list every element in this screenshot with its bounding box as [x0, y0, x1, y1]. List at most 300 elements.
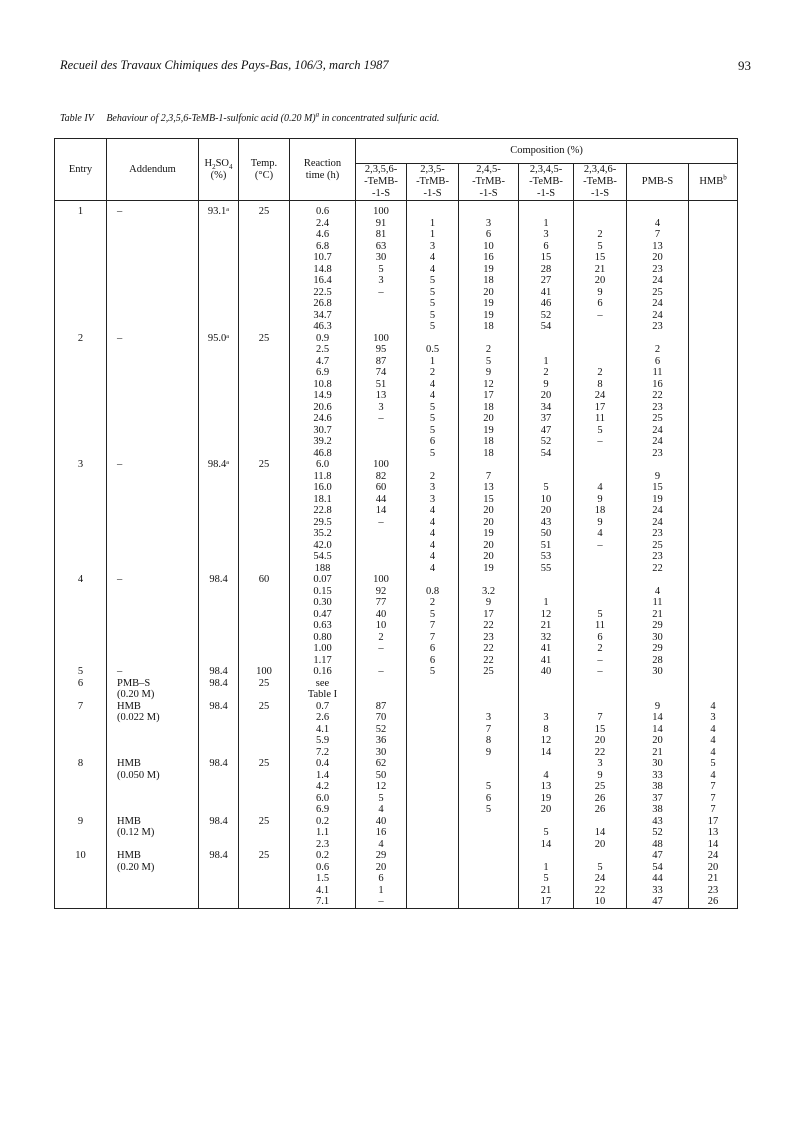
cell-addendum — [107, 287, 199, 299]
cell-entry — [55, 655, 107, 667]
cell-addendum — [107, 494, 199, 506]
cell-reaction-time: 24.6 — [290, 413, 356, 425]
cell-entry — [55, 448, 107, 460]
cell-temb-2345: 27 — [519, 275, 574, 287]
cell-addendum — [107, 413, 199, 425]
cell-h2so4 — [199, 252, 239, 264]
cell-pmb-s: 2 — [627, 344, 689, 356]
cell-temb-2345: 52 — [519, 436, 574, 448]
cell-temb-2356 — [356, 298, 407, 310]
cell-trmb-235: 6 — [407, 643, 459, 655]
cell-trmb-235 — [407, 781, 459, 793]
cell-addendum — [107, 402, 199, 414]
cell-pmb-s: 22 — [627, 563, 689, 575]
cell-temb-2356: 77 — [356, 597, 407, 609]
cell-temperature — [239, 436, 290, 448]
cell-pmb-s: 28 — [627, 655, 689, 667]
cell-pmb-s: 33 — [627, 770, 689, 782]
cell-addendum — [107, 747, 199, 759]
table-row — [55, 356, 738, 368]
cell-temb-2346: 20 — [574, 839, 627, 851]
cell-trmb-235: 5 — [407, 425, 459, 437]
cell-h2so4 — [199, 540, 239, 552]
cell-h2so4 — [199, 229, 239, 241]
cell-h2so4 — [199, 344, 239, 356]
cell-temperature — [239, 551, 290, 563]
cell-addendum: (0.20 M) — [107, 689, 199, 701]
cell-trmb-245: 22 — [459, 655, 519, 667]
cell-entry: 2 — [55, 333, 107, 345]
cell-entry — [55, 356, 107, 368]
cell-entry — [55, 321, 107, 333]
cell-trmb-235 — [407, 747, 459, 759]
cell-temb-2356: 6 — [356, 873, 407, 885]
cell-entry — [55, 310, 107, 322]
cell-reaction-time: 10.7 — [290, 252, 356, 264]
cell-trmb-235: 5 — [407, 298, 459, 310]
table-body — [55, 201, 738, 909]
cell-temb-2346: 15 — [574, 252, 627, 264]
cell-trmb-235: 5 — [407, 448, 459, 460]
cell-reaction-time: 46.8 — [290, 448, 356, 460]
cell-h2so4 — [199, 781, 239, 793]
cell-trmb-235: 3 — [407, 494, 459, 506]
cell-reaction-time: 0.47 — [290, 609, 356, 621]
cell-temb-2356: 52 — [356, 724, 407, 736]
cell-trmb-245: 2 — [459, 344, 519, 356]
cell-reaction-time: 0.4 — [290, 758, 356, 770]
cell-hmb — [689, 252, 738, 264]
cell-trmb-235 — [407, 839, 459, 851]
cell-h2so4: 98.4 — [199, 850, 239, 862]
cell-reaction-time: 1.1 — [290, 827, 356, 839]
cell-temb-2356: 29 — [356, 850, 407, 862]
cell-reaction-time: 11.8 — [290, 471, 356, 483]
table-row — [55, 367, 738, 379]
table-row — [55, 218, 738, 230]
table-row — [55, 321, 738, 333]
cell-addendum — [107, 321, 199, 333]
cell-hmb — [689, 655, 738, 667]
cell-pmb-s: 25 — [627, 287, 689, 299]
cell-temperature: 25 — [239, 758, 290, 770]
cell-hmb — [689, 666, 738, 678]
cell-trmb-235: 3 — [407, 241, 459, 253]
cell-temb-2345 — [519, 333, 574, 345]
cell-trmb-245: 17 — [459, 609, 519, 621]
cell-temb-2356: 14 — [356, 505, 407, 517]
cell-hmb — [689, 563, 738, 575]
cell-h2so4 — [199, 724, 239, 736]
cell-trmb-245: 19 — [459, 563, 519, 575]
cell-temb-2346: 4 — [574, 482, 627, 494]
table-row — [55, 827, 738, 839]
cell-pmb-s — [627, 689, 689, 701]
header-235-trmb-1-s: 2,3,5- -TrMB- -1-S — [407, 164, 459, 201]
cell-hmb — [689, 471, 738, 483]
cell-trmb-245: 15 — [459, 494, 519, 506]
cell-reaction-time: 188 — [290, 563, 356, 575]
cell-temb-2345: 21 — [519, 620, 574, 632]
cell-trmb-235: 4 — [407, 517, 459, 529]
cell-entry — [55, 712, 107, 724]
cell-pmb-s: 9 — [627, 701, 689, 713]
cell-reaction-time: 6.0 — [290, 793, 356, 805]
cell-temb-2356 — [356, 563, 407, 575]
cell-temb-2345: 51 — [519, 540, 574, 552]
cell-hmb: 13 — [689, 827, 738, 839]
cell-h2so4 — [199, 862, 239, 874]
cell-entry — [55, 689, 107, 701]
cell-pmb-s: 11 — [627, 367, 689, 379]
cell-addendum: – — [107, 333, 199, 345]
cell-trmb-235: 5 — [407, 275, 459, 287]
cell-trmb-245: 17 — [459, 390, 519, 402]
cell-temb-2356: 87 — [356, 701, 407, 713]
cell-pmb-s: 24 — [627, 275, 689, 287]
cell-entry — [55, 275, 107, 287]
cell-temb-2346: – — [574, 666, 627, 678]
cell-temb-2345: 1 — [519, 862, 574, 874]
cell-temperature — [239, 471, 290, 483]
cell-pmb-s: 22 — [627, 390, 689, 402]
cell-pmb-s: 30 — [627, 632, 689, 644]
cell-reaction-time: 4.6 — [290, 229, 356, 241]
cell-reaction-time: 30.7 — [290, 425, 356, 437]
cell-trmb-245: 9 — [459, 747, 519, 759]
cell-temb-2345: 8 — [519, 724, 574, 736]
cell-trmb-245 — [459, 885, 519, 897]
cell-temb-2346 — [574, 850, 627, 862]
cell-addendum — [107, 252, 199, 264]
cell-temb-2356: 91 — [356, 218, 407, 230]
cell-temb-2345 — [519, 678, 574, 690]
cell-hmb: 23 — [689, 885, 738, 897]
cell-hmb — [689, 609, 738, 621]
cell-entry — [55, 287, 107, 299]
cell-trmb-235: 4 — [407, 390, 459, 402]
cell-entry — [55, 517, 107, 529]
cell-trmb-235: 5 — [407, 413, 459, 425]
cell-pmb-s: 29 — [627, 643, 689, 655]
cell-temb-2346: 20 — [574, 735, 627, 747]
cell-trmb-235 — [407, 885, 459, 897]
cell-temperature: 25 — [239, 816, 290, 828]
cell-reaction-time: 1.5 — [290, 873, 356, 885]
cell-h2so4 — [199, 425, 239, 437]
cell-temb-2356 — [356, 448, 407, 460]
cell-trmb-245 — [459, 816, 519, 828]
cell-addendum — [107, 241, 199, 253]
cell-trmb-245: 20 — [459, 540, 519, 552]
table-row — [55, 459, 738, 471]
cell-temb-2346: – — [574, 436, 627, 448]
cell-pmb-s: 33 — [627, 885, 689, 897]
cell-addendum — [107, 310, 199, 322]
cell-temb-2345 — [519, 459, 574, 471]
header-pmb-s: PMB-S — [627, 164, 689, 201]
cell-addendum — [107, 367, 199, 379]
cell-addendum — [107, 436, 199, 448]
cell-temb-2356: 12 — [356, 781, 407, 793]
cell-temb-2346: 15 — [574, 724, 627, 736]
running-header — [60, 58, 751, 73]
cell-hmb — [689, 321, 738, 333]
cell-h2so4 — [199, 597, 239, 609]
cell-entry — [55, 505, 107, 517]
cell-reaction-time: 0.30 — [290, 597, 356, 609]
cell-entry — [55, 241, 107, 253]
cell-pmb-s: 23 — [627, 528, 689, 540]
cell-trmb-245: 20 — [459, 413, 519, 425]
cell-addendum — [107, 551, 199, 563]
cell-addendum: (0.20 M) — [107, 862, 199, 874]
cell-trmb-235 — [407, 896, 459, 908]
cell-entry — [55, 264, 107, 276]
cell-h2so4: 93.1ᵃ — [199, 201, 239, 218]
cell-hmb — [689, 632, 738, 644]
cell-h2so4 — [199, 241, 239, 253]
cell-entry — [55, 436, 107, 448]
cell-entry — [55, 367, 107, 379]
cell-temb-2356: 2 — [356, 632, 407, 644]
cell-temperature — [239, 770, 290, 782]
cell-reaction-time: 0.15 — [290, 586, 356, 598]
cell-addendum — [107, 839, 199, 851]
cell-pmb-s: 24 — [627, 425, 689, 437]
cell-pmb-s: 13 — [627, 241, 689, 253]
cell-temb-2345: 20 — [519, 505, 574, 517]
cell-temb-2346: 17 — [574, 402, 627, 414]
cell-entry — [55, 632, 107, 644]
cell-entry — [55, 471, 107, 483]
cell-temb-2346 — [574, 201, 627, 218]
cell-h2so4 — [199, 413, 239, 425]
cell-trmb-235: 4 — [407, 551, 459, 563]
cell-pmb-s: 24 — [627, 505, 689, 517]
header-hmb: HMB$^b$ — [689, 164, 738, 201]
cell-addendum — [107, 218, 199, 230]
cell-pmb-s: 23 — [627, 551, 689, 563]
cell-entry: 7 — [55, 701, 107, 713]
cell-entry — [55, 425, 107, 437]
cell-h2so4 — [199, 655, 239, 667]
cell-h2so4: 95.0ᵃ — [199, 333, 239, 345]
cell-temb-2346: 11 — [574, 620, 627, 632]
cell-temb-2356 — [356, 689, 407, 701]
cell-reaction-time: 1.17 — [290, 655, 356, 667]
cell-temperature — [239, 402, 290, 414]
cell-temperature: 25 — [239, 333, 290, 345]
cell-h2so4 — [199, 494, 239, 506]
journal-title: Recueil des Travaux Chimiques des Pays-Bas, 106/3, march 1987 — [60, 58, 389, 72]
cell-hmb: 20 — [689, 862, 738, 874]
cell-addendum — [107, 804, 199, 816]
data-table — [54, 138, 738, 909]
cell-temb-2346 — [574, 356, 627, 368]
cell-entry: 5 — [55, 666, 107, 678]
cell-entry — [55, 885, 107, 897]
data-table-container — [54, 138, 737, 909]
table-row — [55, 563, 738, 575]
cell-trmb-245: 19 — [459, 310, 519, 322]
cell-temb-2356: 5 — [356, 264, 407, 276]
cell-h2so4 — [199, 632, 239, 644]
cell-temb-2345: 55 — [519, 563, 574, 575]
table-row — [55, 747, 738, 759]
cell-hmb — [689, 425, 738, 437]
header-reaction-time: Reaction time (h) — [290, 139, 356, 201]
cell-pmb-s: 30 — [627, 758, 689, 770]
cell-trmb-245 — [459, 333, 519, 345]
cell-trmb-245 — [459, 459, 519, 471]
cell-trmb-245: 18 — [459, 275, 519, 287]
cell-hmb — [689, 344, 738, 356]
cell-temperature: 25 — [239, 701, 290, 713]
header-h2so4: $H_2SO_4$ (%) — [199, 139, 239, 201]
cell-trmb-235: 4 — [407, 540, 459, 552]
table-row — [55, 252, 738, 264]
table-row — [55, 379, 738, 391]
cell-entry: 4 — [55, 574, 107, 586]
cell-entry — [55, 735, 107, 747]
cell-temb-2356: 20 — [356, 862, 407, 874]
table-row — [55, 666, 738, 678]
cell-temperature — [239, 413, 290, 425]
cell-temb-2356: – — [356, 666, 407, 678]
cell-h2so4 — [199, 643, 239, 655]
table-row — [55, 287, 738, 299]
cell-reaction-time: 4.2 — [290, 781, 356, 793]
cell-temb-2356: 63 — [356, 241, 407, 253]
table-title: Behaviour of 2,3,5,6-TeMB-1-sulfonic acid (0.20 M) — [106, 113, 316, 124]
table-row — [55, 298, 738, 310]
cell-addendum — [107, 379, 199, 391]
cell-entry — [55, 747, 107, 759]
cell-temb-2346: 6 — [574, 298, 627, 310]
table-title-end: in concentrated sulfuric acid. — [319, 113, 440, 124]
cell-trmb-235 — [407, 873, 459, 885]
cell-temb-2356: 36 — [356, 735, 407, 747]
cell-temb-2345: 54 — [519, 448, 574, 460]
cell-entry — [55, 563, 107, 575]
table-row — [55, 758, 738, 770]
cell-pmb-s: 21 — [627, 747, 689, 759]
cell-reaction-time: 0.9 — [290, 333, 356, 345]
table-label: Table IV — [60, 113, 94, 124]
cell-temperature — [239, 862, 290, 874]
cell-temb-2345: 41 — [519, 655, 574, 667]
cell-trmb-245 — [459, 689, 519, 701]
cell-hmb — [689, 517, 738, 529]
cell-entry — [55, 390, 107, 402]
cell-temb-2356: 50 — [356, 770, 407, 782]
cell-temperature: 60 — [239, 574, 290, 586]
cell-entry — [55, 770, 107, 782]
cell-temb-2345 — [519, 758, 574, 770]
cell-temb-2346: 7 — [574, 712, 627, 724]
cell-hmb — [689, 436, 738, 448]
header-temperature: Temp. (°C) — [239, 139, 290, 201]
cell-temb-2346: 26 — [574, 793, 627, 805]
cell-reaction-time: 2.4 — [290, 218, 356, 230]
cell-h2so4 — [199, 885, 239, 897]
cell-reaction-time: 5.9 — [290, 735, 356, 747]
cell-addendum — [107, 356, 199, 368]
table-row — [55, 540, 738, 552]
cell-hmb — [689, 201, 738, 218]
table-row — [55, 597, 738, 609]
cell-temb-2345: 3 — [519, 712, 574, 724]
cell-pmb-s: 48 — [627, 839, 689, 851]
cell-entry: 8 — [55, 758, 107, 770]
cell-trmb-235: 5 — [407, 402, 459, 414]
cell-h2so4 — [199, 712, 239, 724]
cell-h2so4 — [199, 551, 239, 563]
table-row — [55, 344, 738, 356]
table-row — [55, 517, 738, 529]
cell-hmb: 4 — [689, 747, 738, 759]
table-row — [55, 781, 738, 793]
cell-trmb-245: 22 — [459, 643, 519, 655]
cell-h2so4 — [199, 735, 239, 747]
cell-pmb-s: 23 — [627, 448, 689, 460]
table-row — [55, 724, 738, 736]
cell-temperature — [239, 735, 290, 747]
cell-hmb — [689, 298, 738, 310]
cell-temb-2345 — [519, 574, 574, 586]
cell-trmb-245: 9 — [459, 367, 519, 379]
cell-addendum — [107, 643, 199, 655]
cell-h2so4 — [199, 356, 239, 368]
cell-temb-2345 — [519, 344, 574, 356]
cell-trmb-245: 19 — [459, 528, 519, 540]
cell-reaction-time: 16.0 — [290, 482, 356, 494]
header-2356-temb-1-s: 2,3,5,6- -TeMB- -1-S — [356, 164, 407, 201]
cell-pmb-s: 44 — [627, 873, 689, 885]
cell-hmb: 14 — [689, 839, 738, 851]
cell-reaction-time: 1.00 — [290, 643, 356, 655]
cell-entry: 10 — [55, 850, 107, 862]
cell-pmb-s: 47 — [627, 896, 689, 908]
cell-temperature — [239, 643, 290, 655]
cell-addendum: HMB — [107, 850, 199, 862]
cell-temb-2346: 9 — [574, 517, 627, 529]
cell-entry — [55, 413, 107, 425]
table-row — [55, 609, 738, 621]
cell-trmb-245: 5 — [459, 781, 519, 793]
cell-trmb-235 — [407, 701, 459, 713]
cell-temb-2345: 37 — [519, 413, 574, 425]
cell-trmb-245: 10 — [459, 241, 519, 253]
cell-reaction-time: 0.6 — [290, 862, 356, 874]
cell-temb-2356: 92 — [356, 586, 407, 598]
table-row — [55, 873, 738, 885]
cell-reaction-time: 0.2 — [290, 816, 356, 828]
cell-addendum — [107, 528, 199, 540]
cell-h2so4 — [199, 528, 239, 540]
cell-entry — [55, 551, 107, 563]
cell-temb-2346: 5 — [574, 609, 627, 621]
cell-temperature — [239, 873, 290, 885]
cell-hmb — [689, 241, 738, 253]
cell-temperature — [239, 310, 290, 322]
cell-reaction-time: 34.7 — [290, 310, 356, 322]
cell-temperature — [239, 827, 290, 839]
cell-pmb-s: 23 — [627, 321, 689, 333]
cell-hmb — [689, 482, 738, 494]
cell-temperature — [239, 632, 290, 644]
